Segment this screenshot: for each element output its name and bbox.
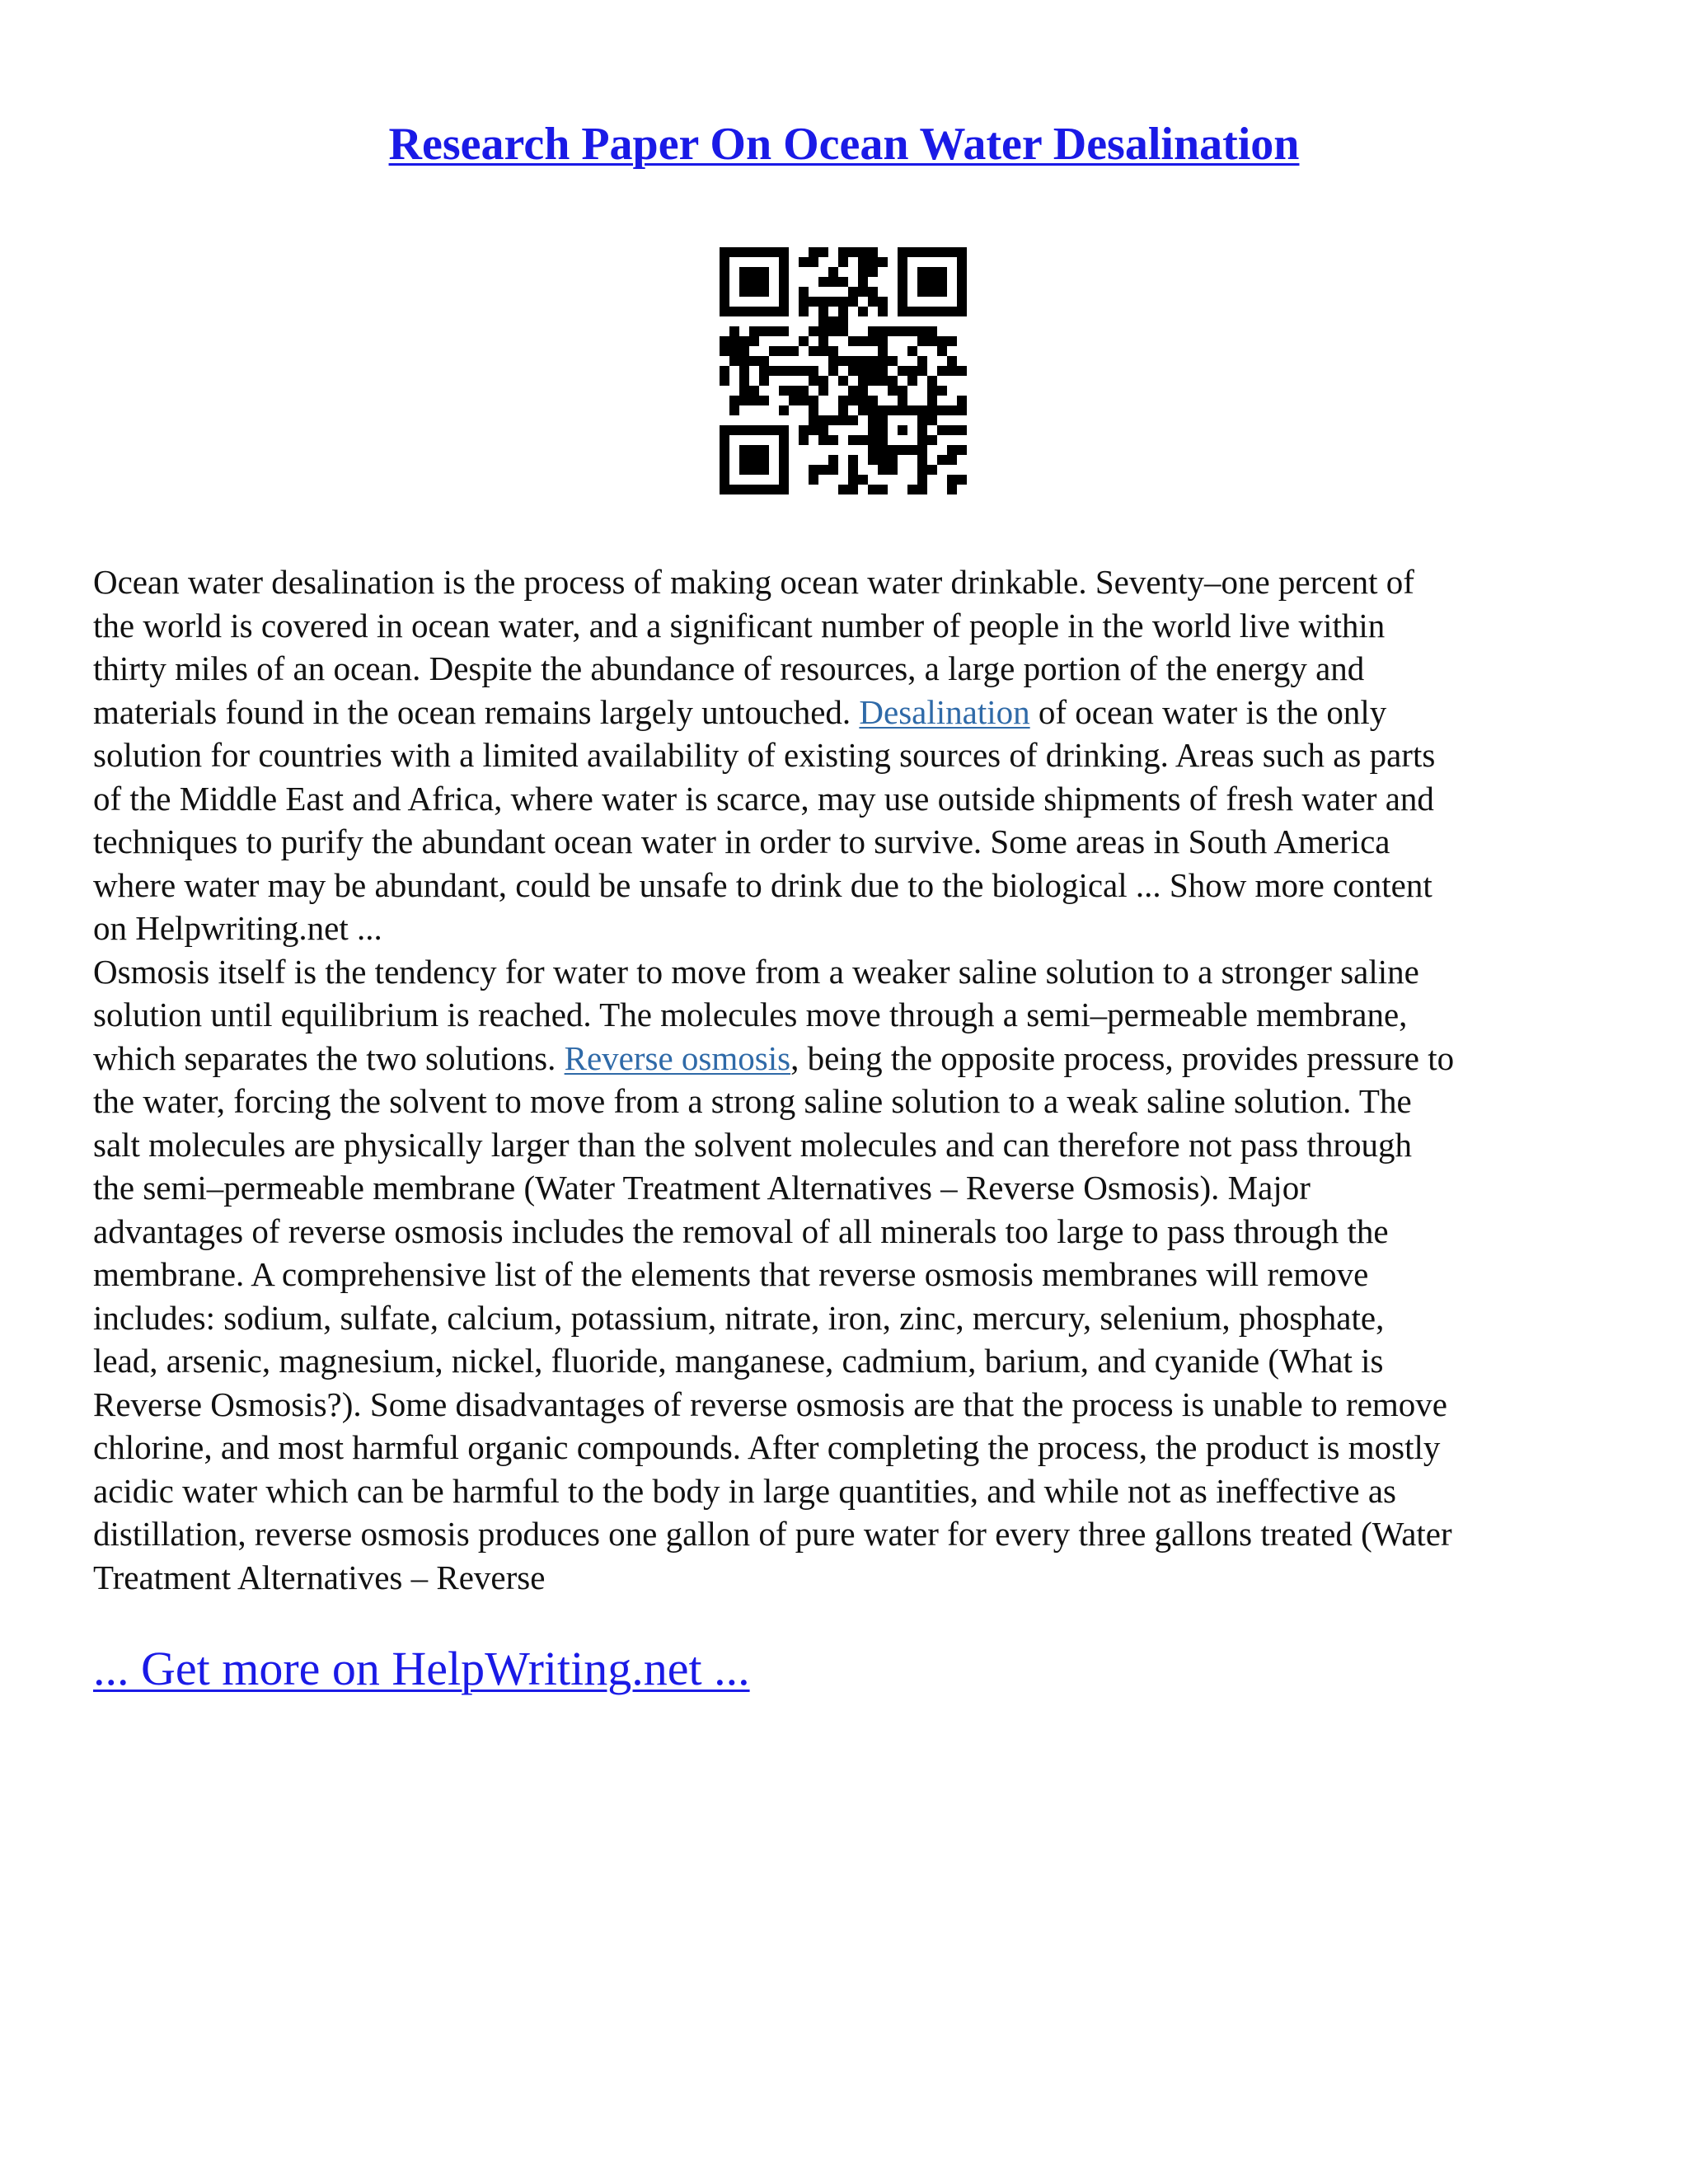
page-title xyxy=(0,115,1688,173)
paragraph-2-text-end: , being the opposite process, provides pressure to the water, forcing the solvent to move from a strong saline solution to a weak saline solution. The salt molecules are physically larger than the solvent molecules and can therefore not pass through the semi–permeable membrane (Water Treatment Alternatives – Reverse Osmosis). Major advantages of reverse osmosis includes the removal of all minerals too large to pass through the membrane. A comprehensive list of the elements that reverse osmosis membranes will remove includes: sodium, sulfate, calcium, potassium, nitrate, iron, zinc, mercury, selenium, phosphate, lead, arsenic, magnesium, nickel, fluoride, manganese, cadmium, barium, and cyanide (What is Reverse Osmosis?). Some disadvantages of reverse osmosis are that the process is unable to remove chlorine, and most harmful organic compounds. After completing the process, the product is mostly acidic water which can be harmful to the body in large quantities, and while not as ineffective as distillation, reverse osmosis produces one gallon of pure water for every three gallons treated (Water Treatment Alternatives – Reverse xyxy=(93,1038,1455,1596)
paragraph-desalination xyxy=(93,560,1601,950)
title-link[interactable]: Research Paper On Ocean Water Desalination xyxy=(388,119,1300,170)
paragraph-2-text-start: Osmosis itself is the tendency for water to move from a weaker saline solution to a stronger saline solution until equilibrium is reached. The molecules move through a semi–permeable membrane, which separates the two solutions. xyxy=(93,952,1419,1077)
qr-code-image xyxy=(720,247,967,494)
article-body xyxy=(93,560,1601,1599)
paragraph-1-text-end: of ocean water is the only solution for countries with a limited availability of existing sources of drinking. Areas such as parts of the Middle East and Africa, where water is scarce, may use outside shipments of fresh water and techniques to purify the abundant ocean water in order to survive. Some areas in South America where water may be abundant, could be unsafe to drink due to the biological ... Show more content on Helpwriting.net ... xyxy=(93,692,1436,947)
get-more-link-container xyxy=(93,1640,750,1698)
reverse-osmosis-link[interactable]: Reverse osmosis xyxy=(564,1038,791,1077)
get-more-link[interactable]: ... Get more on HelpWriting.net ... xyxy=(93,1642,750,1695)
desalination-link[interactable]: Desalination xyxy=(859,692,1030,731)
paragraph-1-text-start: Ocean water desalination is the process of making ocean water drinkable. Seventy–one percent of the world is covered in ocean water, and a significant number of people in the world live within thirty miles of an ocean. Despite the abundance of resources, a large portion of the energy and materials found in the ocean remains largely untouched. xyxy=(93,563,1414,731)
paragraph-osmosis xyxy=(93,950,1601,1600)
